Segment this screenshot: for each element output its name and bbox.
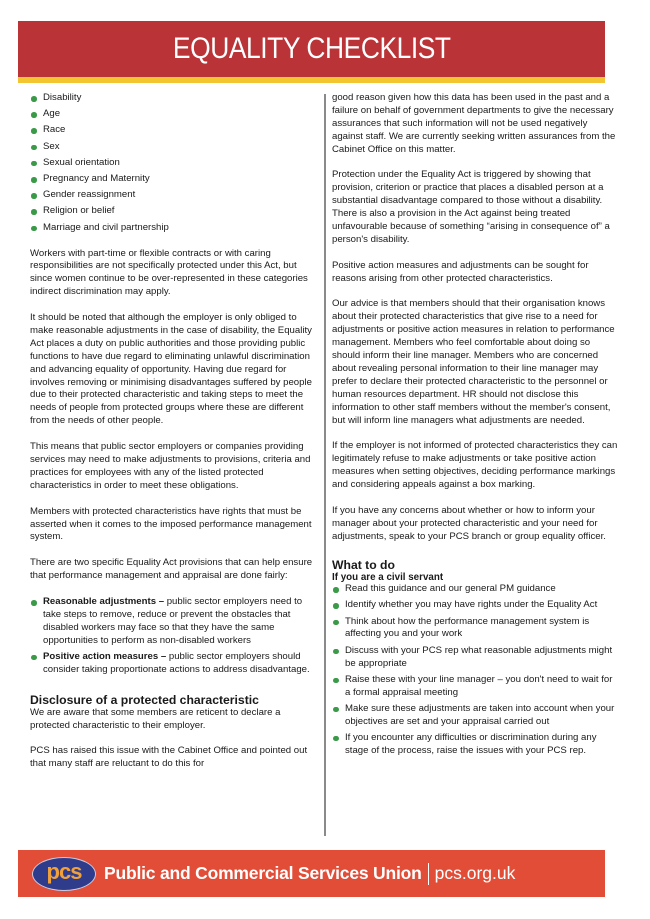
paragraph-protection-trigger: Protection under the Equality Act is triggered by showing that provision, criterion or practice that places a disabled person at a substantial disadvantage compared to those without a disability. There is also a provision in the Act against being treated unfavourable because of something “arising in consequence of” a person's disability. [332,169,610,245]
paragraph-other-characteristics: Positive action measures and adjustments can be sought for reasons arising from other protected characteristics. [332,259,589,284]
provision-text: public sector employers need to take steps to remove, reduce or prevent the obstacles that disabled workers may face so that they have the same opportunities to perform as non-disabled workers [43,596,303,646]
list-item: Pregnancy and Maternity [30,173,313,186]
list-item: Think about how the performance management system is affecting you and your work [332,616,619,642]
list-item [30,596,313,648]
section-heading-disclosure: Disclosure of a protected characteristic [30,692,259,707]
list-item: Identify whether you may have rights under the Equality Act [332,599,619,612]
list-item: Read this guidance and our general PM guidance [332,583,619,596]
paragraph-adjustments-obligations: This means that public sector employers or companies providing services may need to make adjustments to provisions, criteria and practices for employees with any of the listed protected characteristics in order to meet these obligations. [30,441,311,491]
paragraph-public-duty: It should be noted that although the employer is only obliged to make reasonable adjustments in the case of disability, the Equality Act places a duty on public authorities and those providing public functions to have due regard to eliminating unlawful discrimination and advancing equality of opportunity. Having due regard for involves removing or minimising disadvantages suffered by people due to their protected characteristic and taking steps to meet the needs of people from protected groups where these are different from the needs of other people. [30,312,312,427]
provision-term: Reasonable adjustments – [43,596,165,608]
list-item: Age [30,108,313,121]
paragraph-good-reason: good reason given how this data has been used in the past and a failure on behalf of government departments to give the necessary assurances that such information will not be used negatively against staff. We are currently seeking written assurances from the Cabinet Office on this matter. [332,92,616,155]
provision-term: Positive action measures – [43,650,167,662]
provision-text: public sector employers should consider taking proportionate actions to address disadvantage. [43,650,310,675]
list-item: Discuss with your PCS rep what reasonable adjustments might be appropriate [332,645,619,671]
left-column [30,92,313,784]
paragraph-our-advice: Our advice is that members should that their organisation knows about their protected characteristics that give rise to a need for adjustments or positive action measures in relation to performance management. Members who feel comfortable about doing so should inform their line manager. Members who are concerned about revealing personal information to their line manager may prefer to declare their protected characteristic to the personnel or human resources department. HR should not disclose this information to other staff members without the member's consent, but will inform line managers what adjustments are needed. [332,298,615,426]
logo-text: pcs [46,859,82,884]
list-item: Gender reassignment [30,189,313,202]
list-item: Disability [30,92,313,105]
list-item: If you encounter any difficulties or discrimination during any stage of the process, raise the issues with your PCS rep. [332,732,619,758]
pcs-logo-icon [32,857,96,891]
list-item: Sexual orientation [30,157,313,170]
list-item: Religion or belief [30,205,313,218]
list-item: Race [30,124,313,137]
page-title: EQUALITY CHECKLIST [172,32,451,65]
section-heading-what-to-do: What to do [332,557,395,572]
paragraph-member-rights: Members with protected characteristics have rights that must be asserted when it comes to the imposed performance management system. [30,505,312,543]
header-accent-stripe [18,77,605,83]
list-item [30,651,313,677]
list-item: Marriage and civil partnership [30,222,313,235]
provisions-list [30,596,313,677]
paragraph-employer-not-informed: If the employer is not informed of protected characteristics they can legitimately refuse to make adjustments or take positive action measures when setting objectives, deciding performance markings and considering appeals against a box marking. [332,440,618,491]
paragraph-part-time-workers: Workers with part-time or flexible contracts or with caring responsibilities are not specifically protected under this Act, but since women continue to be over-represented in these categories indirect discrimination may apply. [30,247,308,298]
footer-separator [428,863,429,885]
column-divider [324,94,326,836]
page-header [18,21,605,77]
protected-characteristics-list [30,92,313,235]
paragraph-reticent: We are aware that some members are reticent to declare a protected characteristic to their employer. [30,706,281,731]
paragraph-cabinet-office: PCS has raised this issue with the Cabinet Office and pointed out that many staff are reluctant to do this for [30,745,308,770]
website-url: pcs.org.uk [434,863,516,883]
union-name: Public and Commercial Services Union [104,863,422,883]
list-item: Raise these with your line manager – you don't need to wait for a formal appraisal meeting [332,674,619,700]
right-column [332,92,619,761]
steps-list [332,583,619,758]
list-item: Sex [30,141,313,154]
page-footer [18,850,605,897]
subheading-civil-servant: If you are a civil servant [332,571,444,583]
paragraph-two-provisions: There are two specific Equality Act provisions that can help ensure that performance management and appraisal are done fairly: [30,557,313,582]
paragraph-concerns: If you have any concerns about whether or how to inform your manager about your protected characteristic and your need for adjustments, speak to your PCS branch or group equality officer. [332,504,606,542]
list-item: Make sure these adjustments are taken into account when your objectives are set and your appraisal carried out [332,703,619,729]
